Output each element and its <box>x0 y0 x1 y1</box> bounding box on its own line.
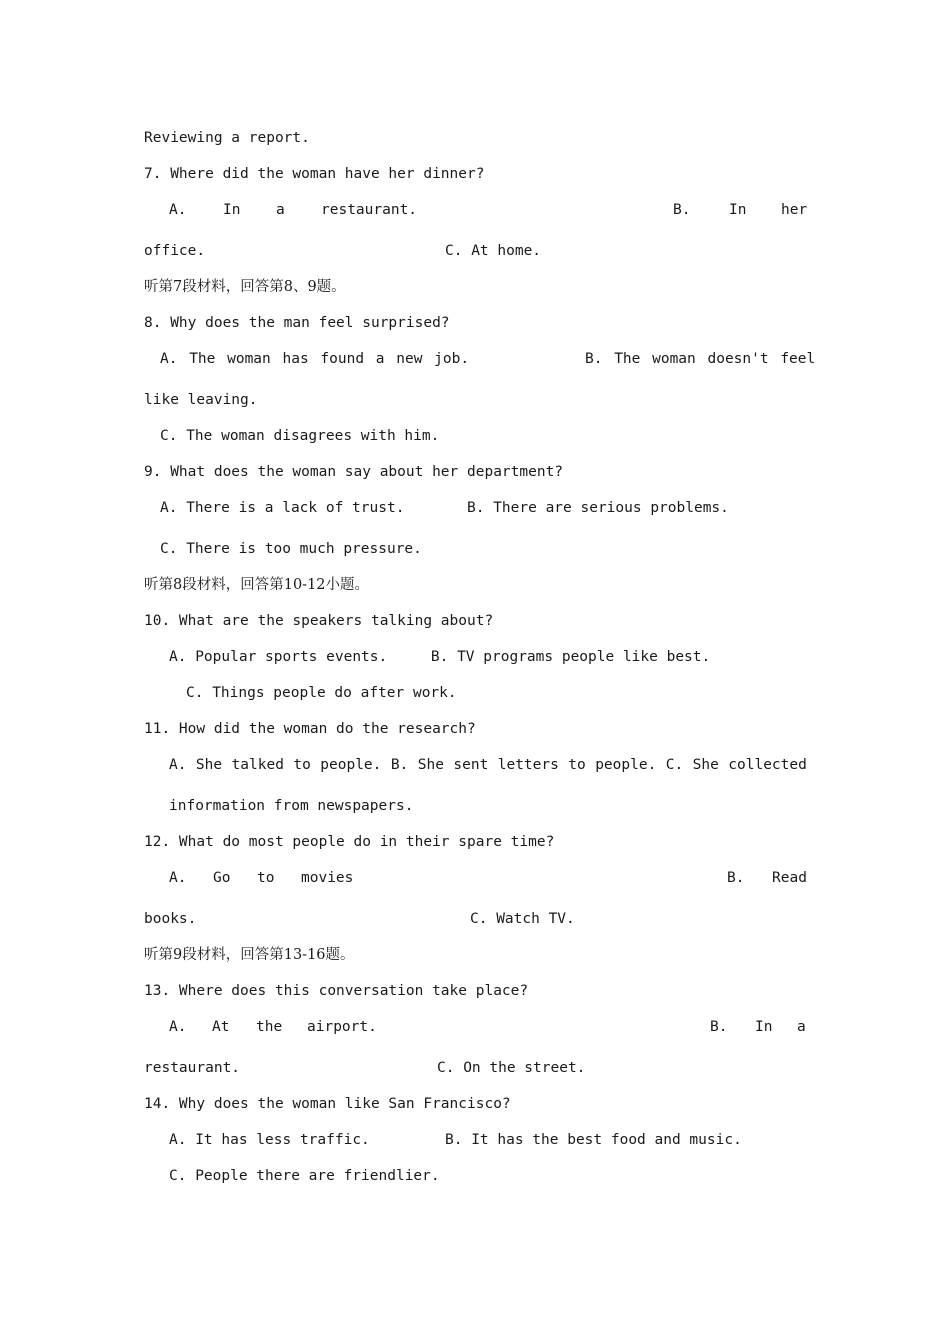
question-12-options <box>169 868 807 888</box>
question-9: 9. What does the woman say about her department? <box>144 464 564 480</box>
option-word: She <box>195 757 223 773</box>
option-word: to <box>568 757 586 773</box>
option-word: a <box>797 1019 806 1035</box>
question-12-option-c: C. Watch TV. <box>470 911 575 927</box>
question-11: 11. How did the woman do the research? <box>144 721 476 737</box>
question-11-option-continuation: information from newspapers. <box>169 798 414 814</box>
option-word: restaurant. <box>321 202 418 218</box>
option-word: A. <box>169 757 187 773</box>
question-13-option-continuation: restaurant. <box>144 1060 241 1076</box>
section-heading-7: 听第7段材料，回答第8、9题。 <box>144 279 346 295</box>
section-heading-9: 听第9段材料，回答第13-16题。 <box>144 947 355 963</box>
question-8-option-continuation: like leaving. <box>144 392 258 408</box>
question-9-option-a: A. There is a lack of trust. <box>160 500 405 516</box>
question-14: 14. Why does the woman like San Francisco? <box>144 1096 511 1112</box>
option-letter: B. <box>727 870 745 886</box>
question-12: 12. What do most people do in their spare time? <box>144 834 555 850</box>
option-word: C. <box>665 757 684 773</box>
option-word: She <box>692 757 719 773</box>
question-13: 13. Where does this conversation take place? <box>144 983 529 999</box>
question-11-options <box>169 755 807 775</box>
question-7-options <box>169 200 807 220</box>
question-9-option-b: B. There are serious problems. <box>467 500 729 516</box>
option-word: At <box>212 1019 230 1035</box>
question-8: 8. Why does the man feel surprised? <box>144 315 450 331</box>
question-10: 10. What are the speakers talking about? <box>144 613 494 629</box>
option-word: In <box>223 202 241 218</box>
option-word: a <box>276 202 285 218</box>
question-7-option-continuation: office. <box>144 243 206 259</box>
text-line: Reviewing a report. <box>144 130 310 146</box>
question-14-option-b: B. It has the best food and music. <box>445 1132 742 1148</box>
option-word: people. <box>595 757 657 773</box>
option-word: airport. <box>307 1019 377 1035</box>
question-13-option-c: C. On the street. <box>437 1060 586 1076</box>
question-8-option-b: B. The woman doesn't feel <box>585 351 816 367</box>
option-letter: A. <box>169 1019 187 1035</box>
question-8-option-c: C. The woman disagrees with him. <box>160 428 440 444</box>
option-word: her <box>781 202 808 218</box>
option-word: Read <box>772 870 807 886</box>
option-word: Go <box>213 870 231 886</box>
option-letter: B. <box>673 202 691 218</box>
question-14-option-a: A. It has less traffic. <box>169 1132 370 1148</box>
question-10-option-c: C. Things people do after work. <box>186 685 457 701</box>
option-letter: A. <box>169 870 187 886</box>
option-word: sent <box>453 757 489 773</box>
option-word: to <box>257 870 275 886</box>
option-word: to <box>293 757 311 773</box>
question-8-option-a: A. The woman has found a new job. <box>160 351 470 367</box>
option-letter: B. <box>710 1019 728 1035</box>
question-7: 7. Where did the woman have her dinner? <box>144 166 485 182</box>
question-14-option-c: C. People there are friendlier. <box>169 1168 440 1184</box>
question-7-option-c: C. At home. <box>445 243 542 259</box>
option-word: letters <box>497 757 559 773</box>
section-heading-8: 听第8段材料，回答第10-12小题。 <box>144 577 370 593</box>
option-word: She <box>417 757 444 773</box>
option-word: the <box>256 1019 283 1035</box>
question-9-option-c: C. There is too much pressure. <box>160 541 422 557</box>
option-letter: A. <box>169 202 187 218</box>
option-word: talked <box>231 757 284 773</box>
option-word: B. <box>390 757 409 773</box>
option-word: In <box>755 1019 773 1035</box>
question-12-option-continuation: books. <box>144 911 197 927</box>
option-word: collected <box>728 757 807 773</box>
option-word: people. <box>320 757 382 773</box>
option-word: In <box>729 202 747 218</box>
question-13-options <box>169 1017 807 1037</box>
option-word: movies <box>301 870 354 886</box>
question-10-options-ab: A. Popular sports events. B. TV programs people like best. <box>169 649 711 665</box>
